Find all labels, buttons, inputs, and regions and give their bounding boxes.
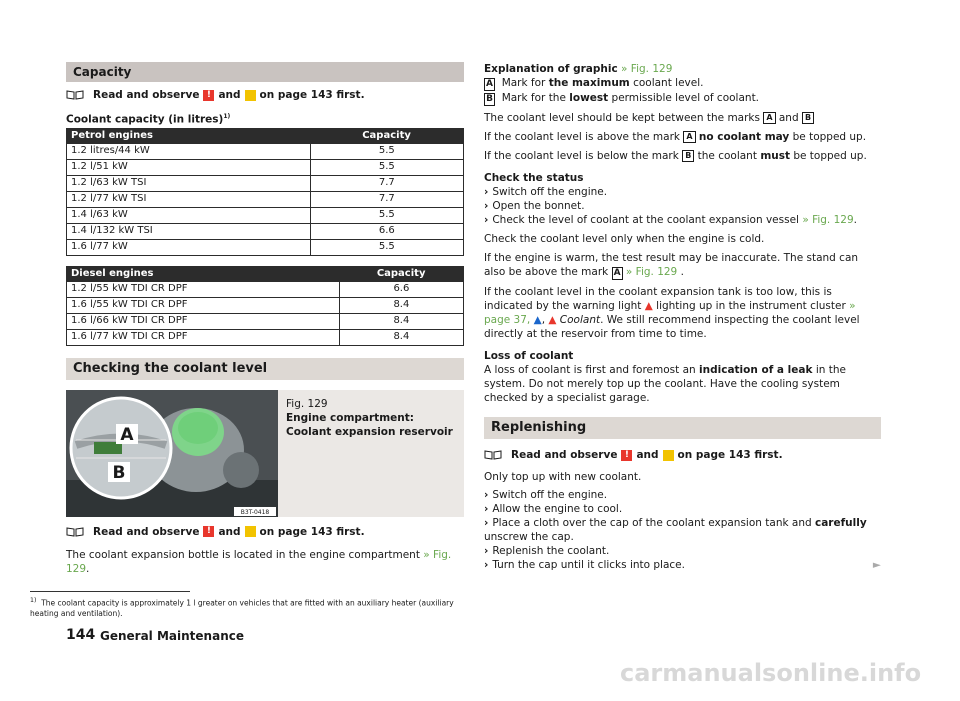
status-step: › Check the level of coolant at the coolant expansion vessel » Fig. 129. — [484, 213, 881, 227]
note-icon — [663, 450, 674, 461]
fig-number: Fig. 129 — [286, 397, 328, 410]
capacity-cell: 5.5 — [310, 144, 463, 160]
table-row — [67, 223, 464, 239]
coolant-warning-icon: ▲ — [644, 300, 653, 312]
page-title: General Maintenance — [100, 629, 244, 643]
capacity-cell: 8.4 — [339, 329, 463, 345]
fig-link[interactable]: » Fig. 129 — [621, 63, 673, 75]
replenish-step: › Replenish the coolant. — [484, 544, 881, 558]
checking-observe-line — [66, 525, 464, 539]
status-p2: If the engine is warm, the test result may be inaccurate. The stand can also be above the mark A » Fig. 129 . — [484, 252, 859, 278]
capacity-cell: 6.6 — [310, 223, 463, 239]
replenish-step: › Turn the cap until it clicks into place. ► — [484, 558, 881, 572]
photo-label-a: A — [120, 424, 134, 445]
loss-body: A loss of coolant is first and foremost an indication of a leak in the system. Do not merely top up the coolant. Have the cooling system checked by a specialist garage. — [484, 364, 846, 404]
engine-cell: 1.2 l/77 kW TSI — [67, 191, 311, 207]
watermark: carmanualsonline.info — [620, 659, 922, 687]
status-step: › Switch off the engine. — [484, 185, 881, 199]
observe-post: on page 143 first. — [677, 449, 783, 461]
status-p1: Check the coolant level only when the engine is cold. — [484, 233, 765, 245]
table-row — [67, 159, 464, 175]
engine-cell: 1.6 l/77 kW — [67, 239, 311, 255]
replenish-step: › Allow the engine to cool. — [484, 502, 881, 516]
engine-cell: 1.6 l/55 kW TDI CR DPF — [67, 297, 340, 313]
explanation-p3: If the coolant level is below the mark B the coolant must be topped up. — [484, 150, 867, 162]
observe-post: on page 143 first. — [259, 89, 365, 101]
warning-icon: ! — [203, 90, 214, 101]
continue-arrow-icon: ► — [872, 559, 881, 571]
capacity-cell: 8.4 — [339, 313, 463, 329]
engine-cell: 1.2 l/51 kW — [67, 159, 311, 175]
engine-cell: 1.6 l/66 kW TDI CR DPF — [67, 313, 340, 329]
petrol-table — [66, 128, 464, 256]
diesel-header-engine: Diesel engines — [67, 266, 340, 282]
observe-and: and — [218, 89, 241, 101]
replenishing-heading: Replenishing — [484, 417, 881, 439]
table-row — [67, 282, 464, 298]
engine-photo — [66, 390, 278, 517]
right-column — [484, 62, 881, 572]
explanation-p2: If the coolant level is above the mark A no coolant may be topped up. — [484, 131, 867, 143]
photo-code: B3T-0418 — [240, 508, 270, 516]
observe-text: Read and observe — [93, 525, 200, 538]
capacity-cell: 8.4 — [339, 297, 463, 313]
table-row — [67, 175, 464, 191]
warning-icon: ! — [203, 526, 214, 537]
replenish-step: › Place a cloth over the cap of the coolant expansion tank and carefully unscrew the cap. — [484, 516, 881, 544]
capacity-cell: 7.7 — [310, 191, 463, 207]
footnote: $^{1)}$ The coolant capacity is approximately 1 l greater on vehicles that are fitted with an auxiliary heater (auxiliary heating and ventilation). — [30, 597, 454, 618]
table-row — [67, 207, 464, 223]
capacity-cell: 6.6 — [339, 282, 463, 298]
engine-cell: 1.2 l/63 kW TSI — [67, 175, 311, 191]
photo-label-b: B — [112, 462, 126, 483]
capacity-cell: 5.5 — [310, 239, 463, 255]
capacity-cell: 5.5 — [310, 207, 463, 223]
table-row — [67, 313, 464, 329]
table-title: Coolant capacity (in litres)$^{1)}$ — [66, 113, 231, 126]
check-status-title: Check the status — [484, 172, 584, 184]
replenish-step: › Switch off the engine. — [484, 488, 881, 502]
note-icon — [245, 90, 256, 101]
observe-and: and — [218, 525, 241, 538]
observe-text: Read and observe — [93, 89, 200, 101]
diesel-table — [66, 266, 464, 346]
explanation-b: B Mark for the lowest permissible level of coolant. — [484, 91, 881, 106]
engine-cell: 1.6 l/77 kW TDI CR DPF — [67, 329, 340, 345]
replenishing-intro: Only top up with new coolant. — [484, 471, 642, 483]
figure-129 — [66, 390, 464, 517]
loss-title: Loss of coolant — [484, 350, 574, 362]
explanation-a: A Mark for the maximum coolant level. — [484, 76, 881, 91]
table-row — [67, 191, 464, 207]
figure-caption — [278, 390, 464, 517]
table-row — [67, 239, 464, 255]
observe-and: and — [636, 449, 659, 461]
engine-cell: 1.2 l/55 kW TDI CR DPF — [67, 282, 340, 298]
capacity-heading: Capacity — [66, 62, 464, 82]
note-icon — [245, 526, 256, 537]
page-number: 144 — [66, 627, 96, 643]
page-link[interactable]: » page 37, — [484, 300, 856, 326]
petrol-header-capacity: Capacity — [310, 128, 463, 144]
engine-cell: 1.4 l/132 kW TSI — [67, 223, 311, 239]
book-icon — [66, 527, 84, 537]
checking-body: The coolant expansion bottle is located in the engine compartment » Fig. 129. — [66, 548, 452, 575]
explanation-p1: The coolant level should be kept between the marks A and B — [484, 111, 881, 125]
warning-icon: ! — [621, 450, 632, 461]
status-p3: If the coolant level in the coolant expansion tank is too low, this is indicated by the warning light ▲ lighting up in the instrument cluster » page 37, ▲, ▲ Coolant. We still recommend inspecting the coolant level directly at the reservoir from time to time. — [484, 286, 860, 340]
fig-link[interactable]: » Fig. 129 — [66, 548, 452, 575]
table-row — [67, 297, 464, 313]
engine-cell: 1.2 litres/44 kW — [67, 144, 311, 160]
table-row — [67, 329, 464, 345]
coolant-warning-icon: ▲ — [548, 314, 557, 326]
book-icon — [484, 450, 502, 460]
fig-link[interactable]: » Fig. 129 — [625, 266, 678, 278]
diesel-header-capacity: Capacity — [339, 266, 463, 282]
fig-link[interactable]: » Fig. 129 — [802, 214, 854, 226]
capacity-observe-line — [66, 88, 464, 102]
explanation-title: Explanation of graphic » Fig. 129 — [484, 63, 673, 75]
status-step: › Open the bonnet. — [484, 199, 881, 213]
table-row — [67, 144, 464, 160]
observe-text: Read and observe — [511, 449, 618, 461]
capacity-cell: 7.7 — [310, 175, 463, 191]
left-column — [66, 62, 464, 576]
footnote-divider — [30, 591, 190, 592]
fig-caption-text: Engine compartment: Coolant expansion reservoir — [286, 411, 453, 438]
coolant-icon: ▲ — [533, 314, 542, 326]
petrol-header-engine: Petrol engines — [67, 128, 311, 144]
engine-photo-illustration — [66, 390, 278, 517]
checking-heading: Checking the coolant level — [66, 358, 464, 380]
capacity-cell: 5.5 — [310, 159, 463, 175]
observe-post: on page 143 first. — [259, 525, 365, 538]
replenishing-observe-line — [484, 448, 881, 462]
engine-cell: 1.4 l/63 kW — [67, 207, 311, 223]
book-icon — [66, 90, 84, 100]
